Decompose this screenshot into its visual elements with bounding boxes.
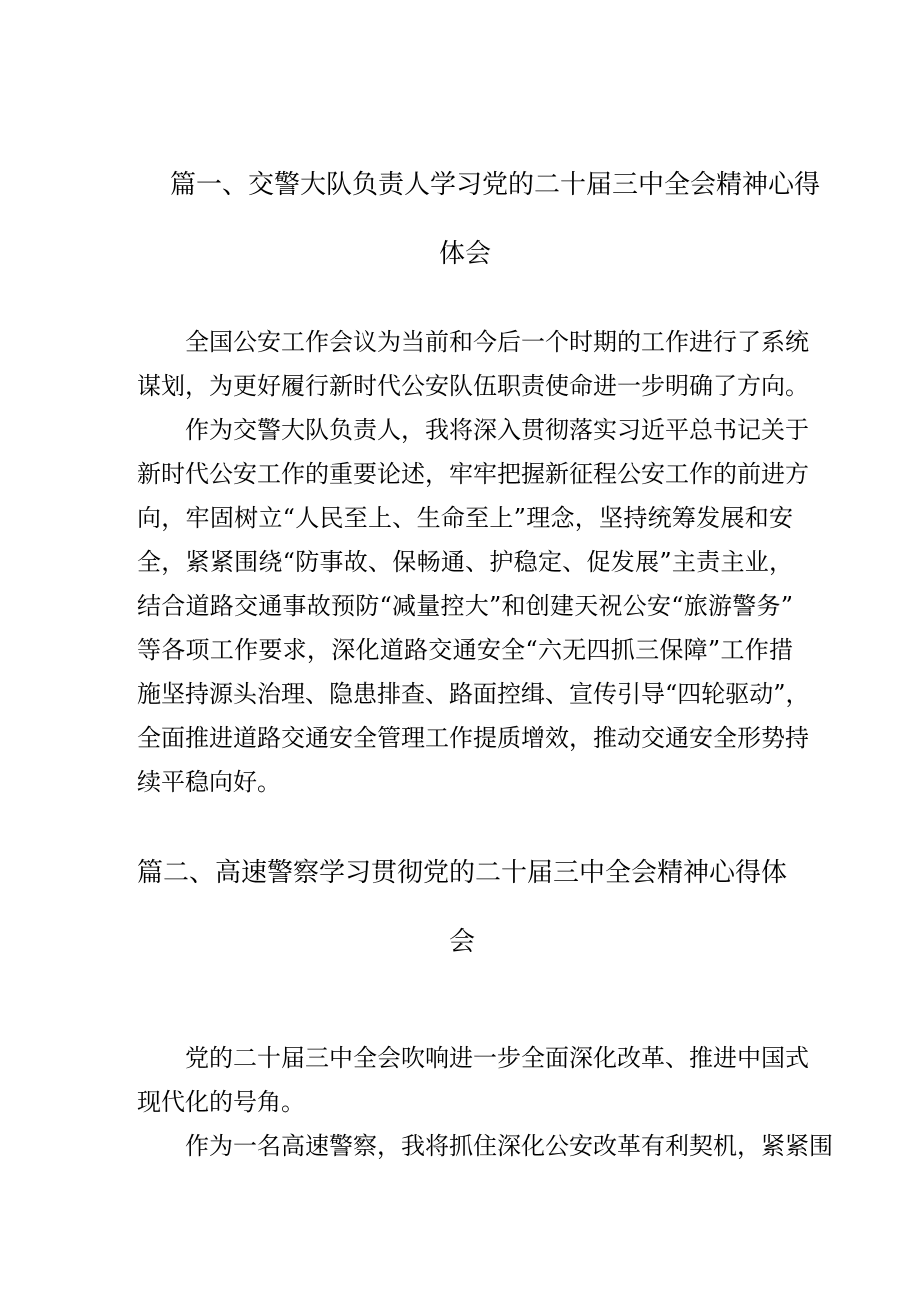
paragraph-line: 全国公安工作会议为当前和今后一个时期的工作进行了系统 [185,328,809,356]
paragraph-line: 全面推进道路交通安全管理工作提质增效，推动交通安全形势持 [137,724,809,752]
section1-title [170,172,820,310]
section2-title [137,860,787,998]
paragraph-line: 作为一名高速警察，我将抓住深化公安改革有利契机，紧紧围 [185,1132,833,1160]
paragraph-line: 党的二十届三中全会吹响进一步全面深化改革、推进中国式 [185,1044,809,1072]
paragraph-line: 现代化的号角。 [137,1088,305,1116]
paragraph-line: 作为交警大队负责人，我将深入贯彻落实习近平总书记关于 [185,416,809,444]
section2-paragraph2 [137,1124,833,1168]
section1-title-line1: 篇一、交警大队负责人学习党的二十届三中全会精神心得 [170,170,821,200]
paragraph-line: 续平稳向好。 [137,768,281,796]
paragraph-line: 结合道路交通事故预防“减量控大”和创建天祝公安“旅游警务” [137,592,793,620]
section1-paragraph1 [137,320,809,408]
paragraph-line: 全，紧紧围绕“防事故、保畅通、护稳定、促发展”主责主业， [137,548,793,576]
section1-paragraph2 [137,408,810,804]
section2-paragraph1 [137,1036,809,1124]
section2-title-line2: 会 [449,927,476,957]
section1-title-line2: 体会 [439,239,492,269]
paragraph-line: 等各项工作要求，深化道路交通安全“六无四抓三保障”工作措 [137,636,793,664]
paragraph-line: 谋划，为更好履行新时代公安队伍职责使命进一步明确了方向。 [137,372,809,400]
paragraph-line: 新时代公安工作的重要论述，牢牢把握新征程公安工作的前进方 [137,460,809,488]
paragraph-line: 施坚持源头治理、隐患排查、路面控缉、宣传引导“四轮驱动”， [137,680,810,708]
section2-title-line1: 篇二、高速警察学习贯彻党的二十届三中全会精神心得体 [137,858,788,888]
paragraph-line: 向，牢固树立“人民至上、生命至上”理念，坚持统筹发展和安 [137,504,793,532]
